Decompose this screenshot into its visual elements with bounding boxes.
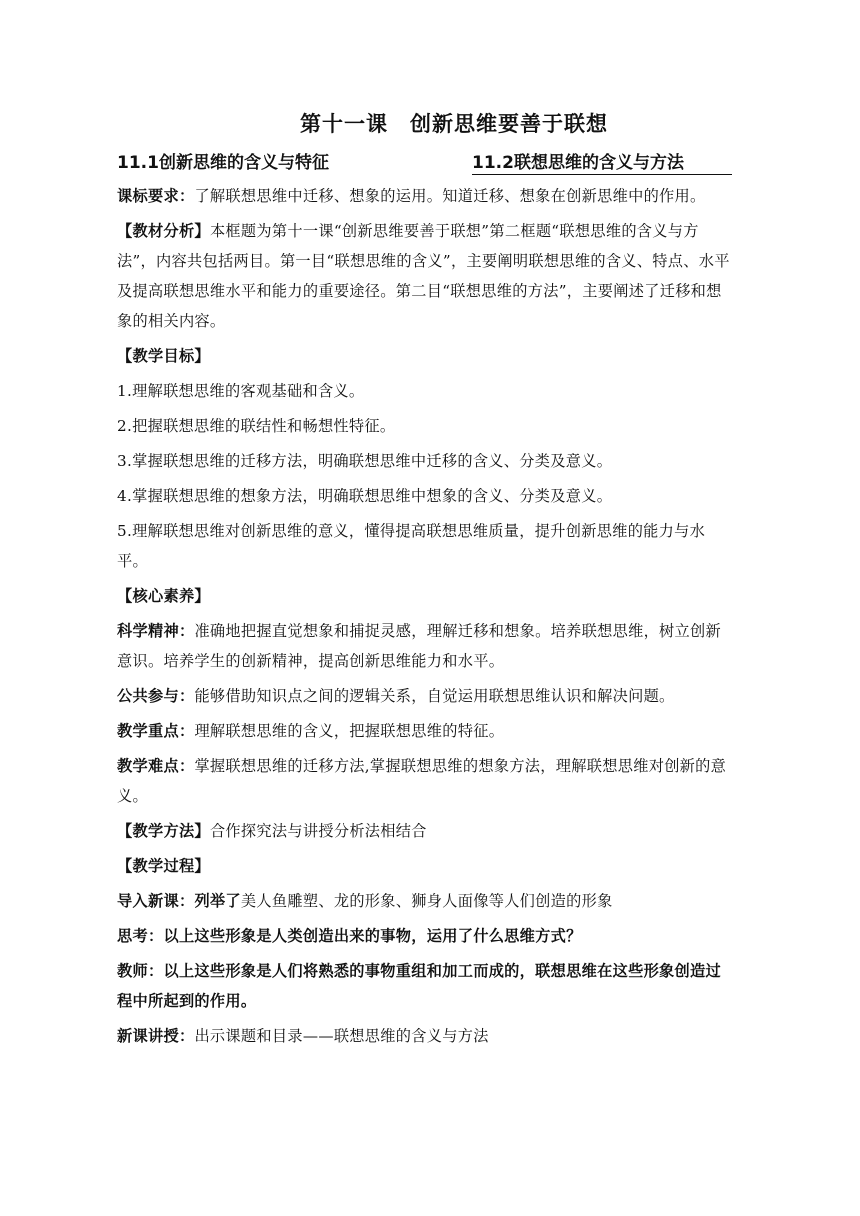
public-participation [117, 681, 732, 711]
objective-item: 2.把握联想思维的联结性和畅想性特征。 [117, 417, 396, 435]
difficulty [117, 751, 732, 811]
teaching-method [117, 816, 732, 846]
curriculum-label: 课标要求： [117, 187, 195, 205]
science-spirit [117, 616, 732, 676]
intro [117, 886, 732, 916]
method-label: 【教学方法】 [117, 822, 210, 840]
curriculum-text: 了解联想思维中迁移、想象的运用。知道迁移、想象在创新思维中的作用。 [194, 187, 706, 205]
process-heading: 【教学过程】 [117, 857, 210, 875]
literacy-heading: 【核心素养】 [117, 587, 210, 605]
intro-label: 导入新课： [117, 892, 195, 910]
objective-item: 3.掌握联想思维的迁移方法，明确联想思维中迁移的含义、分类及意义。 [117, 452, 613, 470]
teacher-note: 教师：以上这些形象是人们将熟悉的事物重组和加工而成的，联想思维在这些形象创造过程中所起到的作用。 [117, 962, 722, 1010]
intro-text: 美人鱼雕塑、龙的形象、狮身人面像等人们创造的形象 [240, 892, 613, 910]
document-body [117, 181, 732, 1056]
key-point-label: 教学重点： [117, 722, 195, 740]
analysis-label: 【教材分析】 [117, 222, 210, 240]
public-label: 公共参与： [117, 687, 195, 705]
objective-item: 1.理解联想思维的客观基础和含义。 [117, 382, 365, 400]
key-point-text: 理解联想思维的含义，把握联想思维的特征。 [194, 722, 505, 740]
curriculum-requirement [117, 181, 732, 211]
section-heading-1: 11.1创新思维的含义与特征 [117, 153, 329, 173]
difficulty-text: 掌握联想思维的迁移方法,掌握联想思维的想象方法，理解联想思维对创新的意义。 [117, 757, 727, 805]
intro-bold: 列举了 [194, 892, 241, 910]
objective-item: 4.掌握联想思维的想象方法，明确联想思维中想象的含义、分类及意义。 [117, 487, 613, 505]
new-lesson-label: 新课讲授： [117, 1027, 195, 1045]
public-text: 能够借助知识点之间的逻辑关系，自觉运用联想思维认识和解决问题。 [194, 687, 675, 705]
new-lesson-text: 出示课题和目录——联想思维的含义与方法 [194, 1027, 489, 1045]
new-lesson [117, 1021, 732, 1051]
lesson-title: 第十一课 创新思维要善于联想 [300, 112, 608, 136]
objective-item: 5.理解联想思维对创新思维的意义，懂得提高联想思维质量，提升创新思维的能力与水平。 [117, 522, 706, 570]
difficulty-label: 教学难点： [117, 757, 195, 775]
textbook-analysis [117, 216, 732, 336]
think-question: 思考：以上这些形象是人类创造出来的事物，运用了什么思维方式？ [117, 927, 582, 945]
key-point [117, 716, 732, 746]
method-text: 合作探究法与讲授分析法相结合 [209, 822, 427, 840]
objectives-heading: 【教学目标】 [117, 347, 210, 365]
section-heading-2: 11.2联想思维的含义与方法 [472, 148, 732, 175]
analysis-text: 本框题为第十一课“创新思维要善于联想”第二框题“联想思维的含义与方法”，内容共包括两目。第一目“联想思维的含义”，主要阐明联想思维的含义、特点、水平及提高联想思维水平和能力的重要途径。第二目“联想思维的方法”，主要阐述了迁移和想象的相关内容。 [117, 222, 730, 330]
science-label: 科学精神： [117, 622, 195, 640]
science-text: 准确地把握直觉想象和捕捉灵感，理解迁移和想象。培养联想思维，树立创新意识。培养学生的创新精神，提高创新思维能力和水平。 [117, 622, 722, 670]
